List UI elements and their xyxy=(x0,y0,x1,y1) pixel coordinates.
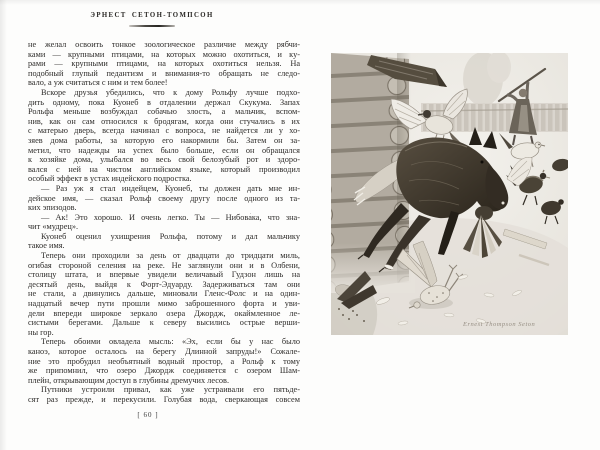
text-line: подобный глупый педантизм и внимания-то обращать не следо- xyxy=(28,68,300,78)
text-line: Рольфа меньше возбуждал собачью злость, а мальчик, вспом- xyxy=(28,107,300,117)
text-line: Путники устроили привал, как уже устраивали его пятьде- xyxy=(41,385,300,395)
text-line: каноэ, которое осталось на берегу Длинной запруды!» Сожале- xyxy=(28,347,300,356)
text-line: с матерью дверь, всегда начинал с вопроса, не найдется ли у хо- xyxy=(28,126,300,136)
text-line: — Раз уж я стал индейцем, Куонеб, ты должен дать мне ин- xyxy=(41,183,300,193)
text-line: особый эффект в устах индейского подростка. xyxy=(28,174,192,184)
text-line: десятый день, выйдя к Форт-Эдуарду. Задерживаться там они xyxy=(28,279,300,289)
text-line: не желал освоить тонкое зоологическое различие между рябчи- xyxy=(28,40,300,49)
text-line: систыми берегами. Дальше к северу высились острые верши- xyxy=(28,318,300,328)
text-line: такое имя. xyxy=(28,241,65,251)
text-line: столицу штата, и впервые увидели величавый Гудзон лишь на xyxy=(28,270,300,280)
page-number: [ 60 ] xyxy=(137,411,159,419)
running-title: ЭРНЕСТ СЕТОН-ТОМПСОН xyxy=(90,12,214,19)
text-line: вало, а уж считаться с ним и тем более! xyxy=(28,78,168,88)
farmyard-dog-chasing-hens-illustration xyxy=(331,53,568,335)
text-line: дели впереди широкое зеркало озера Джордж, окаймленное ле- xyxy=(28,308,300,318)
text-line: — Ак! Это хорошо. И очень легко. Ты — Нибова́ка, что зна- xyxy=(41,212,300,222)
text-line: Куонеб оценил ухищрения Рольфа, потому и дал мальчику xyxy=(41,231,300,241)
text-line: дить одному, пока Куонеб в отдалении держал Скукума. Запах xyxy=(28,97,300,107)
header-rule xyxy=(129,25,175,27)
page-left-edge-shading xyxy=(0,0,7,450)
text-line: нив, как он сам относился к бродягам, когда они стучались в их xyxy=(28,116,300,126)
text-line: к хозяйке дома, улыбался во весь свой белозубый рот и здоро- xyxy=(28,155,300,165)
text-line: плейн, открывающим доступ в глубины дремучих лесов. xyxy=(28,375,230,385)
page-top-edge-shading xyxy=(0,0,600,5)
text-line: рами — крупными птицами, на которых охотиться нельзя. На xyxy=(28,59,300,69)
text-line: Теперь обоими овладела мысль: «Эх, если бы у нас было xyxy=(41,337,300,347)
text-line: ны гор. xyxy=(28,327,54,337)
text-column xyxy=(28,40,300,405)
artist-signature: Ernest Thompson Seton xyxy=(463,321,536,328)
text-line: вался с ней на чистом английском языке, который производил xyxy=(28,164,300,174)
text-line: метил, что надежды на успех было больше, если он обращался xyxy=(28,145,300,155)
text-line: же припомнил, что озеро Джордж соединяется с озером Шам- xyxy=(28,366,300,376)
text-line: зяев дома работы, за которую его накормили бы. Затем он за- xyxy=(28,135,300,145)
text-line: Теперь они проходили за день от двадцати до тридцати миль, xyxy=(41,251,300,261)
text-line: ких эпизодов. xyxy=(28,203,77,213)
text-line: ками — крупными птицами, на которых можно охотиться, и ку- xyxy=(28,49,300,59)
text-line: дейское имя, — сказал Рольф своему другу после одного из та- xyxy=(28,193,300,203)
text-line: ние это пробудил необъятный водный простор, а Рольф к тому xyxy=(28,356,300,366)
text-line: сят раз прежде, и перекусили. Голубая вода, сверкающая совсем xyxy=(28,394,300,404)
text-line: чит «мудрец». xyxy=(28,222,79,232)
text-line: не стали, а двинулись дальше, миновали Гленс-Фолс и на один- xyxy=(28,289,300,299)
text-line: надцатый вечер пути прошли мимо заброшенного форта и уви- xyxy=(28,299,300,309)
text-line: огибая стороной селения на реке. Не заглянули они и в Олбени, xyxy=(28,260,300,270)
text-line: Вскоре друзья убедились, что к дому Рольфу лучше подхо- xyxy=(41,87,300,97)
